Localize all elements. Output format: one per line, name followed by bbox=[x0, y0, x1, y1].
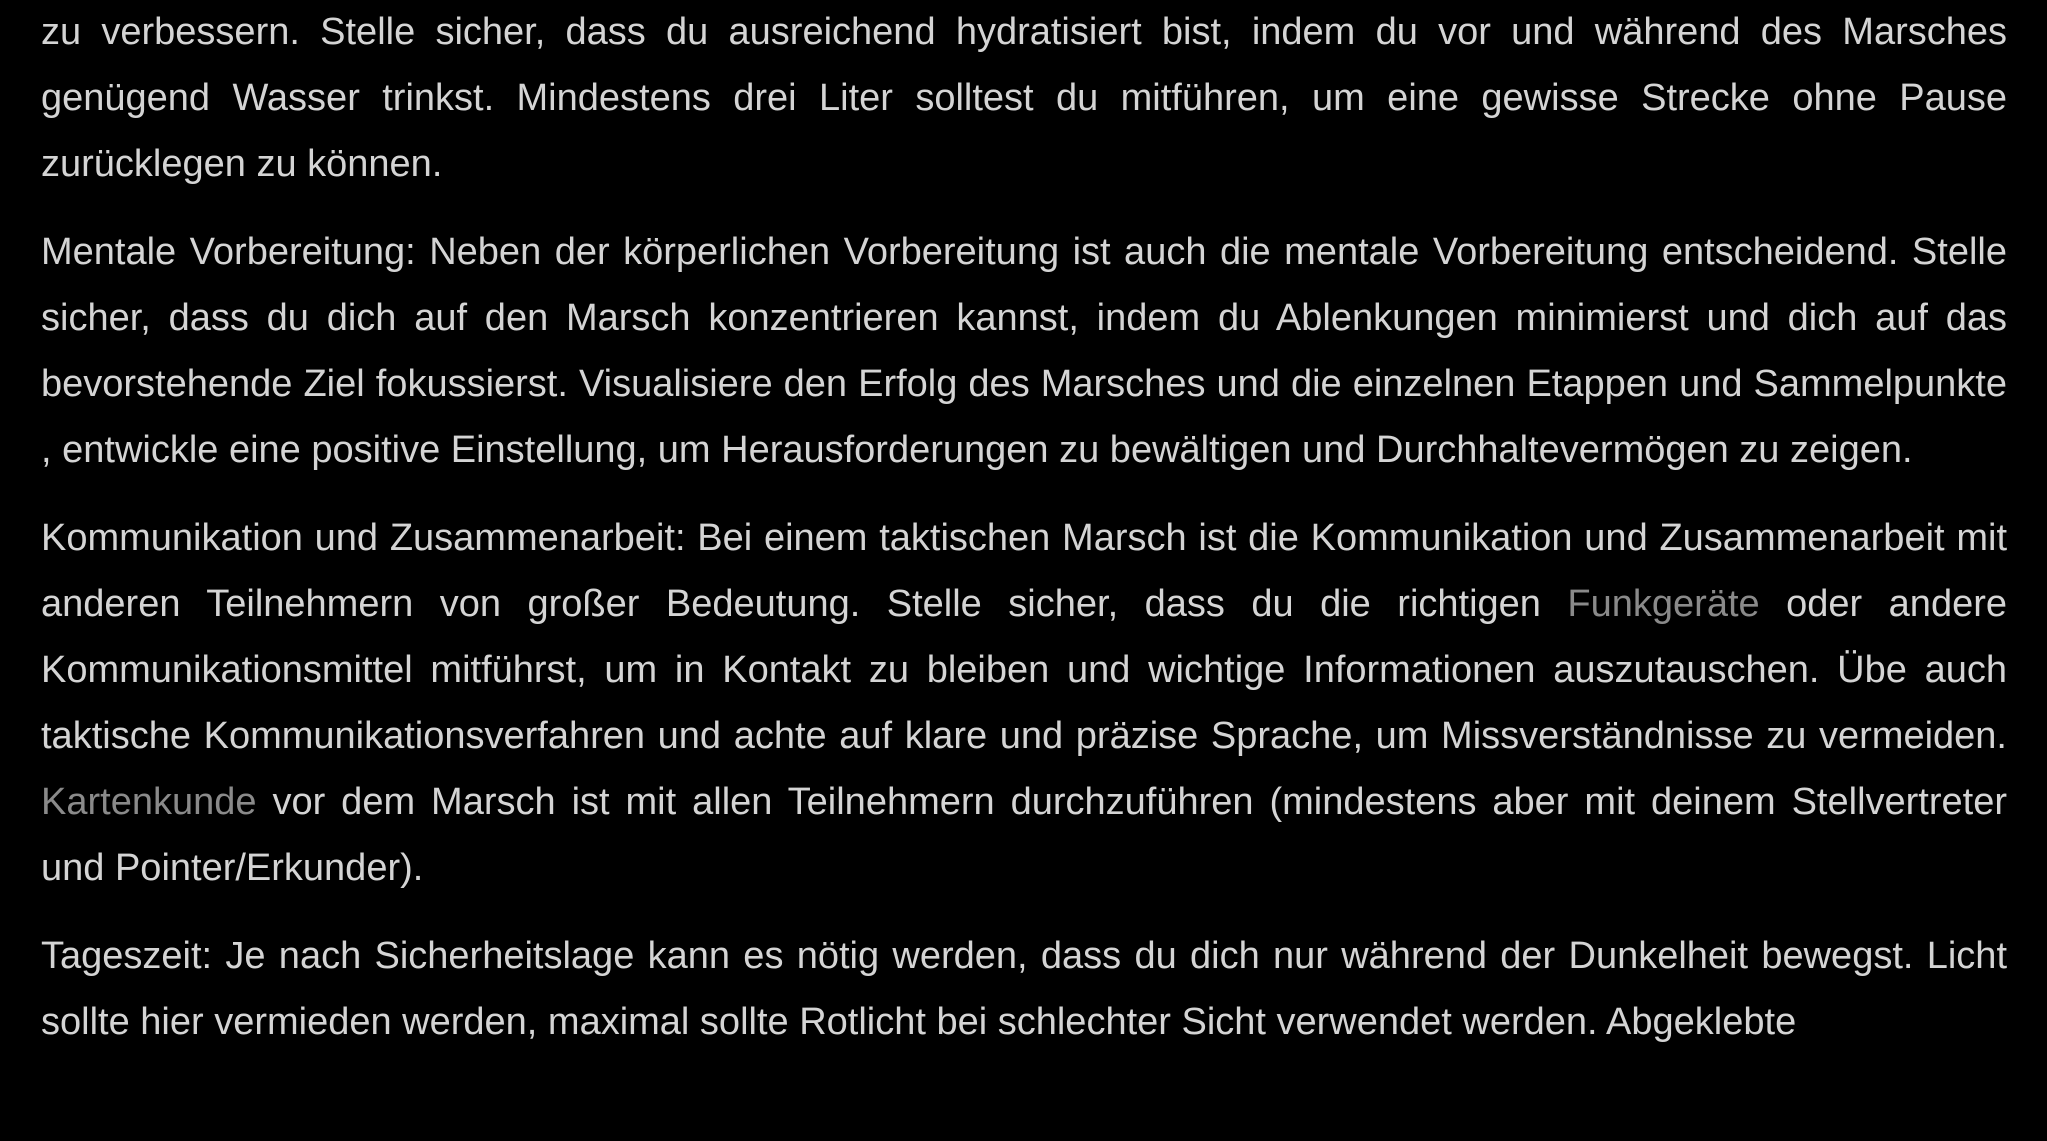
paragraph-communication-text-3: vor dem Marsch ist mit allen Teilnehmern durchzuführen (mindestens aber mit deinem Stellvertreter und Pointer/Erkunder). bbox=[41, 781, 2007, 889]
paragraph-mental-preparation: Mentale Vorbereitung: Neben der körperlichen Vorbereitung ist auch die mentale Vorbereitung entscheidend. Stelle sicher, dass du dich auf den Marsch konzentrieren kannst, indem du Ablenkungen minimierst und dich auf das bevorstehende Ziel fokussierst. Visualisiere den Erfolg des Marsches und die einzelnen Etappen und Sammelpunkte , entwickle eine positive Einstellung, um Herausforderungen zu bewältigen und Durchhaltevermögen zu zeigen. bbox=[41, 231, 2007, 471]
paragraph-communication-text-1: Kommunikation und Zusammenarbeit: Bei einem taktischen Marsch ist die Kommunikation und Zusammenarbeit mit anderen Teilnehmern von großer Bedeutung. Stelle sicher, dass du die richtigen bbox=[41, 517, 2007, 625]
link-kartenkunde[interactable]: Kartenkunde bbox=[41, 781, 257, 823]
paragraph-communication bbox=[41, 505, 2007, 901]
paragraph-time-of-day: Tageszeit: Je nach Sicherheitslage kann es nötig werden, dass du dich nur während der Dunkelheit bewegst. Licht sollte hier vermieden werden, maximal sollte Rotlicht bei schlechter Sicht verwendet werden. Abgeklebte bbox=[41, 935, 2007, 1043]
reader-content bbox=[41, 0, 2007, 1077]
paragraph-communication-text-2: oder andere Kommunikationsmittel mitführst, um in Kontakt zu bleiben und wichtige Informationen auszutauschen. Übe auch taktische Kommunikationsverfahren und achte auf klare und präzise Sprache, um Missverständnisse zu vermeiden. bbox=[41, 583, 2007, 757]
paragraph-hydration: zu verbessern. Stelle sicher, dass du ausreichend hydratisiert bist, indem du vor und während des Marsches genügend Wasser trinkst. Mindestens drei Liter solltest du mitführen, um eine gewisse Strecke ohne Pause zurücklegen zu können. bbox=[41, 11, 2007, 185]
link-funkgeraete[interactable]: Funkgeräte bbox=[1567, 583, 1760, 625]
